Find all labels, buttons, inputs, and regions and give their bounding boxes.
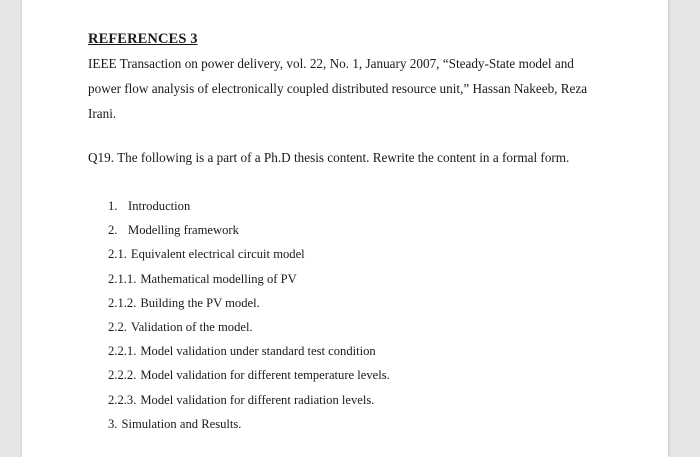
item-text: Validation of the model. — [130, 319, 253, 334]
list-item — [108, 341, 390, 365]
list-item — [108, 220, 390, 244]
item-number: 2. — [108, 223, 118, 238]
list-item — [108, 317, 390, 341]
item-number: 2.1.1. — [108, 271, 137, 286]
item-text: Simulation and Results. — [121, 416, 242, 431]
list-item — [108, 269, 390, 293]
thesis-contents-list — [108, 196, 390, 438]
question-text: Q19. The following is a part of a Ph.D thesis content. Rewrite the content in a formal form. — [88, 150, 570, 165]
item-number: 2.2.2. — [108, 368, 137, 383]
item-number: 2.1. — [108, 247, 127, 262]
reference-line: Irani. — [88, 106, 117, 121]
list-item — [108, 390, 390, 414]
list-item — [108, 196, 390, 220]
item-text: Equivalent electrical circuit model — [130, 247, 305, 262]
item-number: 3. — [108, 416, 118, 431]
document-page — [22, 0, 668, 457]
reference-line: power flow analysis of electronically coupled distributed resource unit,” Hassan Nakeeb, Reza — [88, 81, 588, 96]
list-item — [108, 293, 390, 317]
item-text: Model validation under standard test condition — [140, 344, 376, 359]
item-text: Mathematical modelling of PV — [140, 271, 297, 286]
item-text: Modelling framework — [128, 223, 239, 238]
item-text: Introduction — [128, 199, 191, 213]
list-item — [108, 244, 390, 268]
item-number: 2.1.2. — [108, 295, 137, 310]
list-item — [108, 414, 390, 438]
item-text: Building the PV model. — [140, 295, 260, 310]
item-number: 2.2. — [108, 319, 127, 334]
item-text: Model validation for different radiation levels. — [140, 392, 375, 407]
item-number: 1. — [108, 199, 118, 213]
item-text: Model validation for different temperature levels. — [140, 368, 390, 383]
references-heading: REFERENCES 3 — [88, 31, 198, 47]
list-item — [108, 365, 390, 389]
item-number: 2.2.3. — [108, 392, 137, 407]
reference-citation — [88, 51, 624, 126]
item-number: 2.2.1. — [108, 344, 137, 359]
reference-line: IEEE Transaction on power delivery, vol. 22, No. 1, January 2007, “Steady-State model and — [88, 56, 574, 71]
